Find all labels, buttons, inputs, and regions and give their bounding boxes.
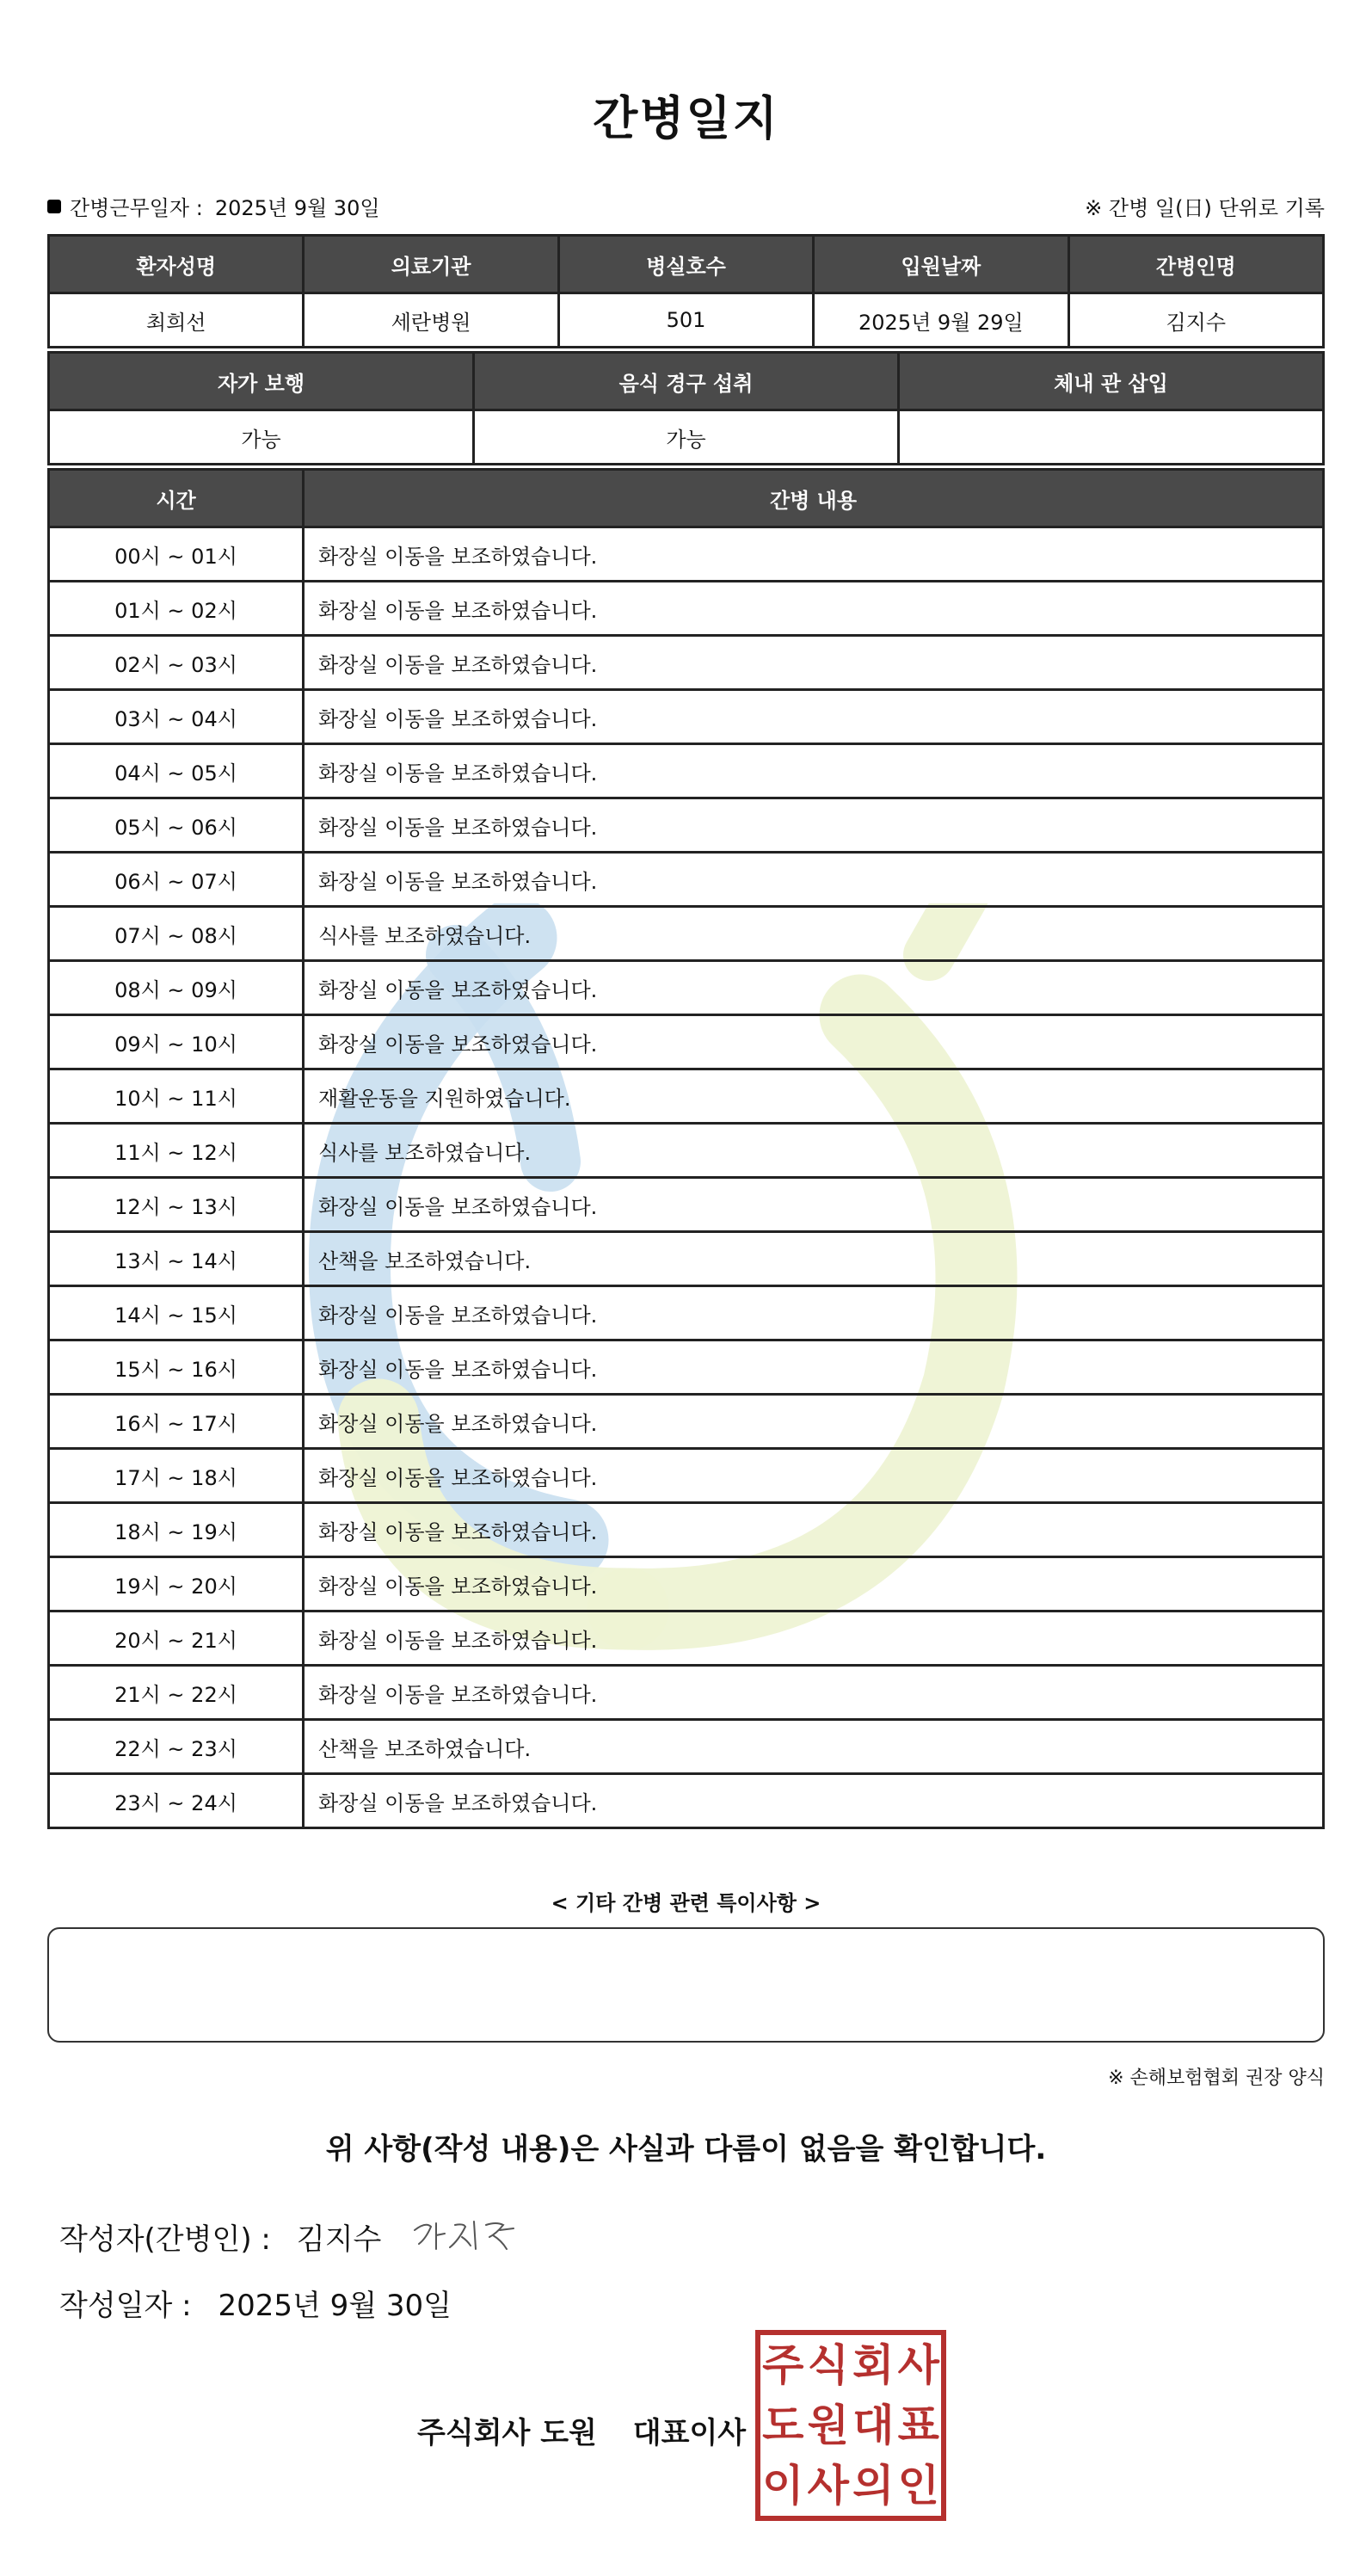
table-row xyxy=(49,293,1324,348)
log-time: 23시 ~ 24시 xyxy=(49,1774,304,1828)
log-time: 05시 ~ 06시 xyxy=(49,798,304,853)
seal-char: 식 xyxy=(807,2340,849,2390)
writer-name: 김지수 xyxy=(296,2222,382,2257)
table-row xyxy=(49,798,1324,853)
log-content: 화장실 이동을 보조하였습니다. xyxy=(304,961,1324,1015)
caregiver-name: 김지수 xyxy=(1068,293,1323,348)
table-row xyxy=(49,744,1324,798)
table-row xyxy=(49,636,1324,690)
log-time: 03시 ~ 04시 xyxy=(49,690,304,744)
log-time: 16시 ~ 17시 xyxy=(49,1395,304,1449)
log-content: 화장실 이동을 보조하였습니다. xyxy=(304,1015,1324,1069)
table-row xyxy=(49,853,1324,907)
table-row xyxy=(49,1124,1324,1178)
log-time: 01시 ~ 02시 xyxy=(49,582,304,636)
seal-char: 인 xyxy=(897,2461,939,2511)
log-time: 19시 ~ 20시 xyxy=(49,1557,304,1612)
log-time: 17시 ~ 18시 xyxy=(49,1449,304,1503)
confirmation-statement: 위 사항(작성 내용)은 사실과 다름이 없음을 확인합니다. xyxy=(325,2132,1047,2166)
table-row xyxy=(49,1015,1324,1069)
seal-char: 이 xyxy=(762,2461,804,2511)
log-time: 06시 ~ 07시 xyxy=(49,853,304,907)
header-caregiver: 간병인명 xyxy=(1068,236,1323,293)
table-row xyxy=(49,1178,1324,1232)
log-time: 14시 ~ 15시 xyxy=(49,1286,304,1340)
log-content: 화장실 이동을 보조하였습니다. xyxy=(304,527,1324,582)
header-oral-intake: 음식 경구 섭취 xyxy=(474,353,899,410)
table-row xyxy=(49,1340,1324,1395)
header-room: 병실호수 xyxy=(558,236,813,293)
log-content: 화장실 이동을 보조하였습니다. xyxy=(304,853,1324,907)
log-content: 화장실 이동을 보조하였습니다. xyxy=(304,1340,1324,1395)
special-notes-title: < 기타 간병 관련 특이사항 > xyxy=(551,1891,821,1915)
table-row xyxy=(49,1286,1324,1340)
write-date-line xyxy=(59,2282,452,2324)
log-time: 00시 ~ 01시 xyxy=(49,527,304,582)
seal-char: 표 xyxy=(897,2400,939,2450)
log-time: 12시 ~ 13시 xyxy=(49,1178,304,1232)
log-content: 화장실 이동을 보조하였습니다. xyxy=(304,1178,1324,1232)
table-row xyxy=(49,907,1324,961)
log-time: 10시 ~ 11시 xyxy=(49,1069,304,1124)
log-content: 식사를 보조하였습니다. xyxy=(304,1124,1324,1178)
log-time: 13시 ~ 14시 xyxy=(49,1232,304,1286)
header-time: 시간 xyxy=(49,470,304,527)
work-date-value: 2025년 9월 30일 xyxy=(214,196,380,220)
log-content: 산책을 보조하였습니다. xyxy=(304,1720,1324,1774)
log-content: 화장실 이동을 보조하였습니다. xyxy=(304,1286,1324,1340)
table-row xyxy=(49,1395,1324,1449)
document-title: 간병일지 xyxy=(593,91,779,145)
care-log-body xyxy=(49,527,1324,1828)
log-content: 화장실 이동을 보조하였습니다. xyxy=(304,744,1324,798)
work-date xyxy=(47,191,380,221)
table-row xyxy=(49,1449,1324,1503)
writer-label: 작성자(간병인) : xyxy=(59,2222,271,2257)
write-date-value: 2025년 9월 30일 xyxy=(218,2289,452,2323)
header-tube: 체내 관 삽입 xyxy=(899,353,1324,410)
log-content: 화장실 이동을 보조하였습니다. xyxy=(304,1503,1324,1557)
square-bullet-icon xyxy=(47,200,61,213)
header-walking: 자가 보행 xyxy=(49,353,474,410)
seal-char: 사 xyxy=(807,2461,849,2511)
table-row xyxy=(49,1232,1324,1286)
write-date-label: 작성일자 : xyxy=(59,2289,192,2323)
hospital-name: 세란병원 xyxy=(304,293,558,348)
log-time: 08시 ~ 09시 xyxy=(49,961,304,1015)
header-hospital: 의료기관 xyxy=(304,236,558,293)
log-content: 화장실 이동을 보조하였습니다. xyxy=(304,636,1324,690)
ceo-title: 대표이사 xyxy=(632,2416,747,2450)
log-content: 화장실 이동을 보조하였습니다. xyxy=(304,1395,1324,1449)
company-name: 주식회사 도원 xyxy=(417,2416,597,2450)
table-row xyxy=(49,1503,1324,1557)
tube-value xyxy=(899,410,1324,465)
seal-char: 대 xyxy=(852,2400,895,2450)
table-row xyxy=(49,1666,1324,1720)
log-time: 22시 ~ 23시 xyxy=(49,1720,304,1774)
work-date-label: 간병근무일자 : xyxy=(70,196,203,220)
log-content: 식사를 보조하였습니다. xyxy=(304,907,1324,961)
header-patient-name: 환자성명 xyxy=(49,236,304,293)
record-note: ※ 간병 일(日) 단위로 기록 xyxy=(1085,196,1325,220)
table-row xyxy=(49,582,1324,636)
log-time: 07시 ~ 08시 xyxy=(49,907,304,961)
patient-info-table xyxy=(47,234,1325,348)
table-row xyxy=(49,1069,1324,1124)
company-seal-stamp xyxy=(755,2330,946,2521)
log-time: 02시 ~ 03시 xyxy=(49,636,304,690)
log-content: 화장실 이동을 보조하였습니다. xyxy=(304,1612,1324,1666)
log-content: 화장실 이동을 보조하였습니다. xyxy=(304,798,1324,853)
room-number: 501 xyxy=(558,293,813,348)
seal-char: 주 xyxy=(762,2340,804,2390)
header-care-content: 간병 내용 xyxy=(304,470,1324,527)
patient-name: 최희선 xyxy=(49,293,304,348)
writer-line xyxy=(59,2215,531,2258)
oral-intake-value: 가능 xyxy=(474,410,899,465)
special-notes-box xyxy=(47,1927,1325,2043)
seal-characters xyxy=(760,2335,941,2516)
table-row xyxy=(49,1720,1324,1774)
log-content: 재활운동을 지원하였습니다. xyxy=(304,1069,1324,1124)
log-content: 산책을 보조하였습니다. xyxy=(304,1232,1324,1286)
seal-char: 원 xyxy=(807,2400,849,2450)
table-row xyxy=(49,1557,1324,1612)
table-row xyxy=(49,1774,1324,1828)
log-content: 화장실 이동을 보조하였습니다. xyxy=(304,1666,1324,1720)
log-time: 18시 ~ 19시 xyxy=(49,1503,304,1557)
table-header-row xyxy=(49,236,1324,293)
table-row xyxy=(49,961,1324,1015)
table-row xyxy=(49,1612,1324,1666)
meta-row xyxy=(47,191,1325,222)
company-line xyxy=(417,2409,746,2451)
table-header-row xyxy=(49,470,1324,527)
walking-value: 가능 xyxy=(49,410,474,465)
care-log-table xyxy=(47,468,1325,1829)
log-time: 09시 ~ 10시 xyxy=(49,1015,304,1069)
log-time: 21시 ~ 22시 xyxy=(49,1666,304,1720)
log-content: 화장실 이동을 보조하였습니다. xyxy=(304,1557,1324,1612)
recommended-form-note: ※ 손해보험협회 권장 양식 xyxy=(1108,2068,1325,2089)
seal-char: 도 xyxy=(762,2400,804,2450)
seal-char: 사 xyxy=(897,2340,939,2390)
table-row xyxy=(49,527,1324,582)
log-content: 화장실 이동을 보조하였습니다. xyxy=(304,582,1324,636)
header-admission-date: 입원날짜 xyxy=(814,236,1068,293)
table-row xyxy=(49,410,1324,465)
log-time: 11시 ~ 12시 xyxy=(49,1124,304,1178)
admission-date: 2025년 9월 29일 xyxy=(814,293,1068,348)
log-content: 화장실 이동을 보조하였습니다. xyxy=(304,690,1324,744)
seal-char: 회 xyxy=(852,2340,895,2390)
table-row xyxy=(49,690,1324,744)
log-time: 04시 ~ 05시 xyxy=(49,744,304,798)
log-content: 화장실 이동을 보조하였습니다. xyxy=(304,1449,1324,1503)
patient-ability-table xyxy=(47,351,1325,465)
handwritten-signature xyxy=(410,2215,531,2258)
seal-char: 의 xyxy=(852,2461,895,2511)
log-content: 화장실 이동을 보조하였습니다. xyxy=(304,1774,1324,1828)
log-time: 20시 ~ 21시 xyxy=(49,1612,304,1666)
log-time: 15시 ~ 16시 xyxy=(49,1340,304,1395)
table-header-row xyxy=(49,353,1324,410)
